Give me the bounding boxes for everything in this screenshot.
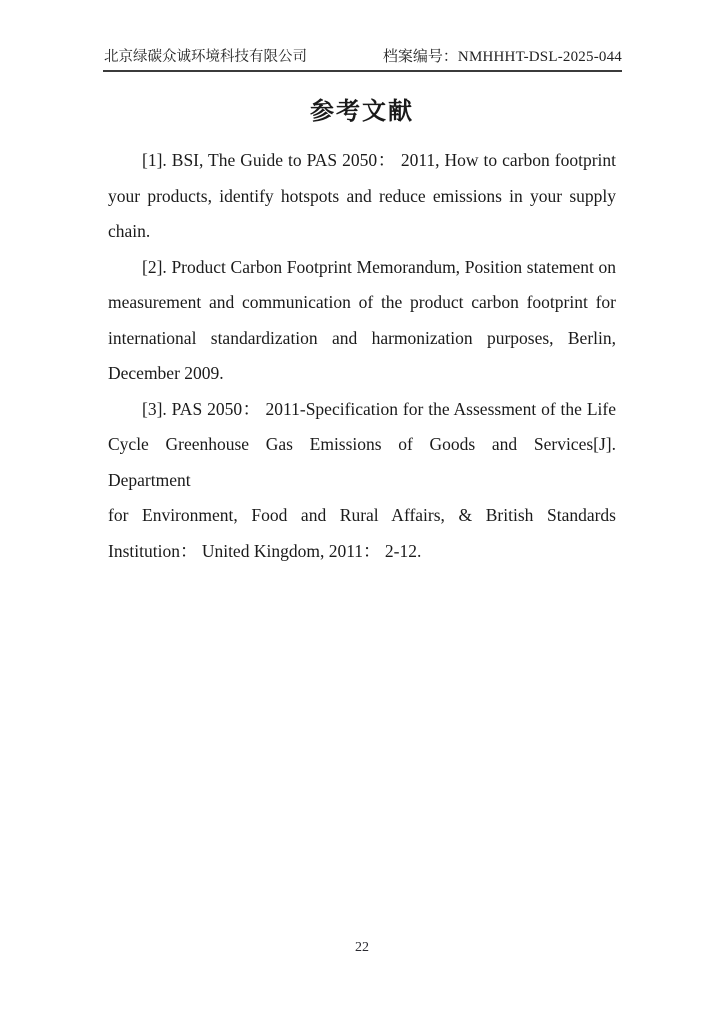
reference-line: chain. (108, 221, 151, 241)
reference-line: international standardization and harmonization purposes, Berlin, (108, 327, 616, 348)
page-title: 参考文献 (310, 99, 414, 125)
page-number: 22 (355, 940, 369, 955)
reference-line: [2]. Product Carbon Footprint Memorandum, Position statement on (142, 256, 616, 277)
reference-line: your products, identify hotspots and reduce emissions in your supply (108, 185, 616, 206)
reference-line: [3]. PAS 2050： 2011-Specification for the Assessment of the Life (142, 398, 616, 419)
reference-line: [1]. BSI, The Guide to PAS 2050： 2011, How to carbon footprint (142, 150, 616, 170)
reference-line: for Environment, Food and Rural Affairs, & British Standards (108, 505, 616, 525)
company-name: 北京绿碳众诚环境科技有限公司 (104, 49, 307, 65)
reference-line: Institution： United Kingdom, 2011： 2-12. (108, 540, 422, 561)
reference-entry (108, 143, 616, 250)
doc-number-value: NMHHHT-DSL-2025-044 (457, 49, 622, 65)
reference-entry (108, 392, 616, 570)
doc-number (383, 44, 622, 70)
page-header (104, 44, 622, 70)
doc-number-label: 档案编号： (382, 49, 458, 65)
reference-line: measurement and communication of the product carbon footprint for (108, 292, 616, 312)
reference-line: Cycle Greenhouse Gas Emissions of Goods and Services[J]. Department (108, 434, 616, 490)
header-divider (103, 70, 622, 72)
reference-line: December 2009. (108, 363, 224, 383)
references-list (108, 143, 616, 569)
reference-entry (108, 250, 616, 392)
